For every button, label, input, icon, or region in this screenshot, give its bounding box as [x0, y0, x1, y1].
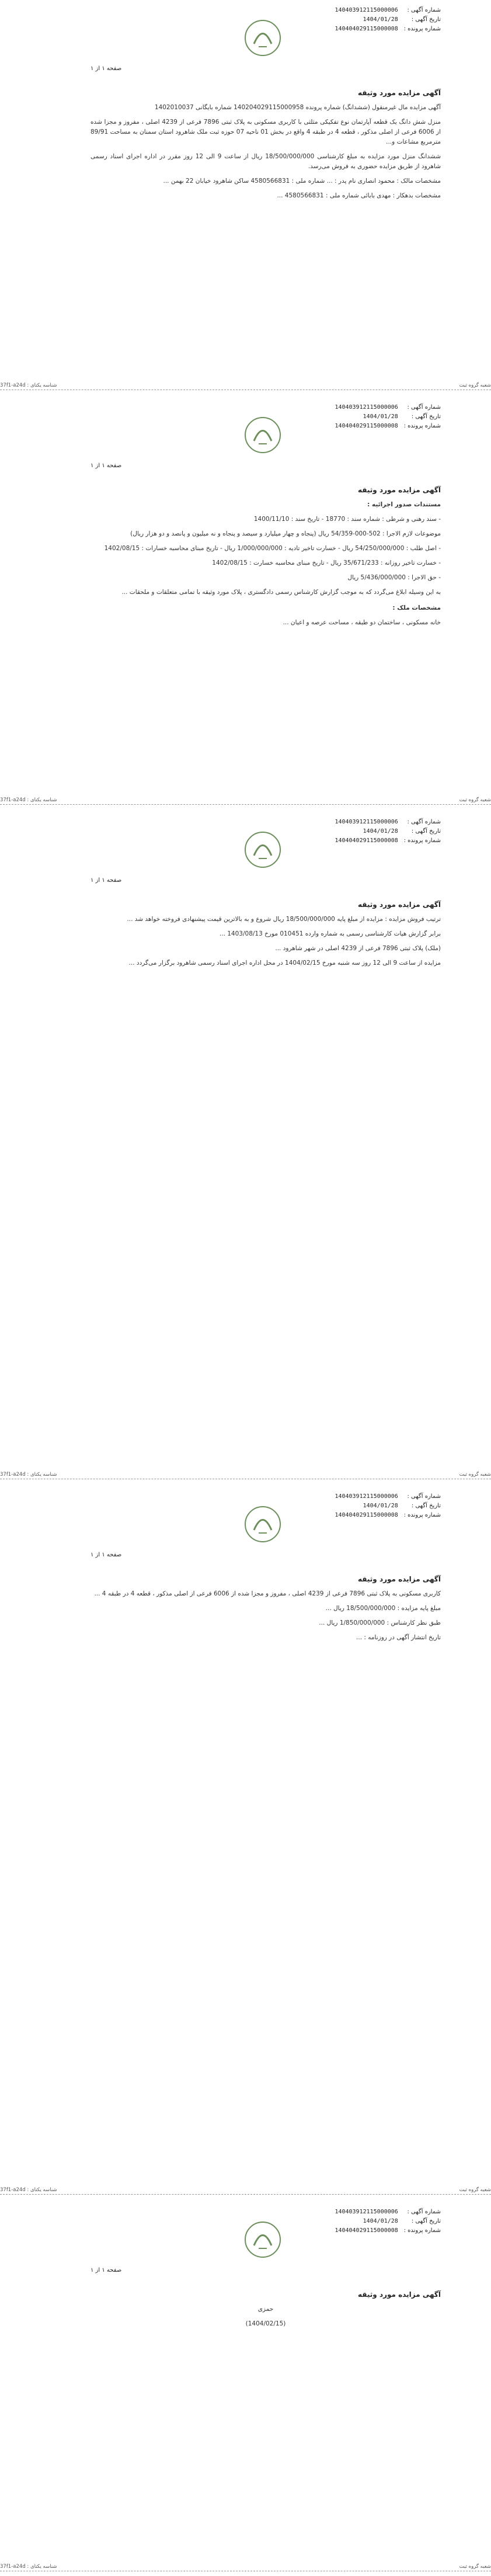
notice-footer [0, 1472, 491, 1479]
notice-paragraph: به این وسیله ابلاغ می‌گردد که به موجب گزارش کارشناس رسمی دادگستری ، پلاک مورد وثیقه با تمامی متعلقات و ملحقات ... [121, 589, 441, 596]
notice-footer [0, 2564, 491, 2571]
notice-number: 140403912115000006 [335, 1493, 398, 1500]
notice-paragraph: (ملک) پلاک ثبتی 7896 فرعی از 4239 اصلی در شهر شاهرود ... [275, 945, 441, 952]
notice-4 [90, 1486, 441, 1647]
notice-meta [335, 2207, 441, 2236]
judiciary-emblem-icon [231, 409, 295, 470]
notice-title: آگهی مزایده مورد وثیقه [357, 89, 441, 97]
notice-number-label: شماره آگهی : [407, 819, 441, 825]
notice-footer [0, 2187, 491, 2195]
notice-title: آگهی مزایده مورد وثیقه [357, 2290, 441, 2299]
notice-date: 1404/01/28 [363, 1503, 398, 1509]
notice-paragraph: مشخصات مالک : محمود انصاری نام پدر : ... شماره ملی : 4580566831 ساکن شاهرود خیابان 22 بهمن ... [163, 178, 441, 185]
notice-meta [335, 1492, 441, 1520]
page-number: صفحه ۱ از ۱ [90, 463, 122, 469]
notice-title: آگهی مزایده مورد وثیقه [357, 901, 441, 909]
footer-right: شناسه یکتای : 37f1-a24d [0, 1472, 57, 1478]
notice-number-label: شماره آگهی : [407, 1493, 441, 1500]
file-number-label: شماره پرونده : [403, 1512, 441, 1518]
notice-date-label: تاریخ آگهی : [411, 2218, 441, 2224]
notice-number-label: شماره آگهی : [407, 404, 441, 411]
page-number: صفحه ۱ از ۱ [90, 65, 122, 72]
judiciary-emblem-icon [231, 823, 295, 885]
footer-right: شناسه یکتای : 37f1-a24d [0, 2187, 57, 2193]
page-number: صفحه ۱ از ۱ [90, 2267, 122, 2273]
notice-header [90, 1486, 441, 1574]
notice-paragraph: مبلغ پایه مزایده : 18/500/000/000 ریال ... [325, 1605, 441, 1612]
notice-meta [335, 6, 441, 34]
notice-title: آگهی مزایده مورد وثیقه [357, 486, 441, 494]
notice-date-label: تاریخ آگهی : [411, 413, 441, 420]
file-number-label: شماره پرونده : [403, 26, 441, 32]
notice-header [90, 812, 441, 899]
footer-left: شعبه گروه ثبت [459, 2564, 491, 2570]
notice-paragraph: (1404/02/15) [245, 2320, 286, 2327]
file-number: 140404029115000008 [335, 1512, 398, 1518]
notice-paragraph: طبق نظر کارشناس : 1/850/000/000 ریال ... [319, 1619, 441, 1626]
notice-header [90, 2202, 441, 2289]
notice-paragraph: - سند رهنی و شرطی : شماره سند : 18770 - تاریخ سند : 1400/11/10 [253, 516, 441, 523]
file-number: 140404029115000008 [335, 2227, 398, 2234]
notice-number-label: شماره آگهی : [407, 7, 441, 13]
notice-date: 1404/01/28 [363, 413, 398, 420]
notice-paragraph: آگهی مزایده مال غیرمنقول (ششدانگ) شماره پرونده 140204029115000958 شماره بایگانی 1402010037 [154, 104, 441, 111]
page-number: صفحه ۱ از ۱ [90, 877, 122, 884]
footer-right: شناسه یکتای : 37f1-a24d [0, 2564, 57, 2570]
notice-header [90, 0, 441, 88]
footer-left: شعبه گروه ثبت [459, 2187, 491, 2193]
notice-paragraph: مشخصات ملک : [392, 604, 441, 611]
judiciary-emblem-icon [231, 2213, 295, 2275]
notice-paragraph: - اصل طلب : 54/250/000/000 ریال - خسارت تاخیر تادیه : 1/000/000/000 ریال - تاریخ مبنای محاسبه خسارات : 1402/08/15 [104, 545, 441, 552]
notice-paragraph: کاربری مسکونی به پلاک ثبتی 7896 فرعی از 4239 اصلی ، مفروز و مجزا شده از 6006 فرعی از اصلی مذکور ، قطعه 4 در طبقه 4 ... [94, 1590, 441, 1597]
notice-paragraph: منزل شش دانگ یک قطعه آپارتمان نوع تفکیکی مثلثی با کاربری مسکونی به پلاک ثبتی 7896 فرعی از 4239 اصلی ، مفروز و مجزا شده از 6006 فرعی از اصلی مذکور ، قطعه 4 در طبقه 4 واقع در بخش 01 ناحیه 07 حوزه ثبت ملک شاهرود استان سمنان به مساحت 89/91 مترمربع مشاعات و... [90, 119, 441, 145]
footer-right: شناسه یکتای : 37f1-a24d [0, 797, 57, 803]
notice-meta [335, 403, 441, 431]
notice-paragraph: ششدانگ منزل مورد مزایده به مبلغ کارشناسی 18/500/000/000 ریال از ساعت 9 الی 12 روز مقرر در اداره اجرای اسناد رسمی شاهرود از طریق مزایده حضوری به فروش می‌رسد. [90, 153, 441, 170]
notice-paragraph: - حق الاجرا : 5/436/000/000 ریال [347, 574, 441, 581]
judiciary-emblem-icon [231, 1498, 295, 1559]
notice-number-label: شماره آگهی : [407, 2209, 441, 2215]
notice-1 [90, 0, 441, 206]
file-number-label: شماره پرونده : [403, 2227, 441, 2234]
notice-number: 140403912115000006 [335, 7, 398, 13]
file-number-label: شماره پرونده : [403, 423, 441, 429]
footer-left: شعبه گروه ثبت [459, 383, 491, 388]
notice-number: 140403912115000006 [335, 2209, 398, 2215]
file-number: 140404029115000008 [335, 837, 398, 844]
notice-paragraph: موضوعات لازم الاجرا : 502-000-54/359 ریال (پنجاه و چهار میلیارد و سیصد و پنجاه و نه میلیون و پانصد و دو هزار ریال) [130, 530, 441, 537]
file-number-label: شماره پرونده : [403, 837, 441, 844]
notice-footer [0, 383, 491, 390]
file-number: 140404029115000008 [335, 26, 398, 32]
notice-5 [90, 2202, 441, 2334]
notice-date: 1404/01/28 [363, 16, 398, 23]
notice-paragraph: حمزی [257, 2306, 274, 2313]
notice-date-label: تاریخ آگهی : [411, 16, 441, 23]
notice-header [90, 397, 441, 485]
notice-paragraph: تاریخ انتشار آگهی در روزنامه : ... [356, 1634, 441, 1641]
notice-footer [0, 797, 491, 805]
notice-date: 1404/01/28 [363, 828, 398, 835]
notice-2 [90, 397, 441, 632]
notice-paragraph: مستندات صدور اجرائیه : [367, 501, 441, 508]
footer-left: شعبه گروه ثبت [459, 1472, 491, 1478]
footer-right: شناسه یکتای : 37f1-a24d [0, 383, 57, 388]
notice-paragraph: مشخصات بدهکار : مهدی بابائی شماره ملی : 4580566831 ... [277, 192, 441, 199]
judiciary-emblem-icon [231, 12, 295, 73]
footer-left: شعبه گروه ثبت [459, 797, 491, 803]
notice-meta [335, 818, 441, 846]
notice-number: 140403912115000006 [335, 404, 398, 411]
notice-paragraph: ترتیب فروش مزایده : مزایده از مبلغ پایه 18/500/000/000 ریال شروع و به بالاترین قیمت پیشنهادی فروخته خواهد شد ... [127, 916, 441, 923]
notice-number: 140403912115000006 [335, 819, 398, 825]
notice-title: آگهی مزایده مورد وثیقه [357, 1575, 441, 1583]
notice-paragraph: - خسارت تاخیر روزانه : 35/671/233 ریال - تاریخ مبنای محاسبه خسارت : 1402/08/15 [212, 559, 441, 566]
notice-3 [90, 812, 441, 973]
notice-paragraph: برابر گزارش هیات کارشناسی رسمی به شماره وارده 010451 مورخ 1403/08/13 ... [219, 930, 441, 937]
notice-paragraph: مزایده از ساعت 9 الی 12 روز سه شنبه مورخ 1404/02/15 در محل اداره اجرای اسناد رسمی شاهرود برگزار می‌گردد ... [128, 960, 441, 967]
notice-paragraph: خانه مسکونی ، ساختمان دو طبقه ، مساحت عرصه و اعیان ... [283, 619, 441, 626]
notice-date: 1404/01/28 [363, 2218, 398, 2224]
page-number: صفحه ۱ از ۱ [90, 1552, 122, 1558]
notice-date-label: تاریخ آگهی : [411, 828, 441, 835]
notice-date-label: تاریخ آگهی : [411, 1503, 441, 1509]
file-number: 140404029115000008 [335, 423, 398, 429]
